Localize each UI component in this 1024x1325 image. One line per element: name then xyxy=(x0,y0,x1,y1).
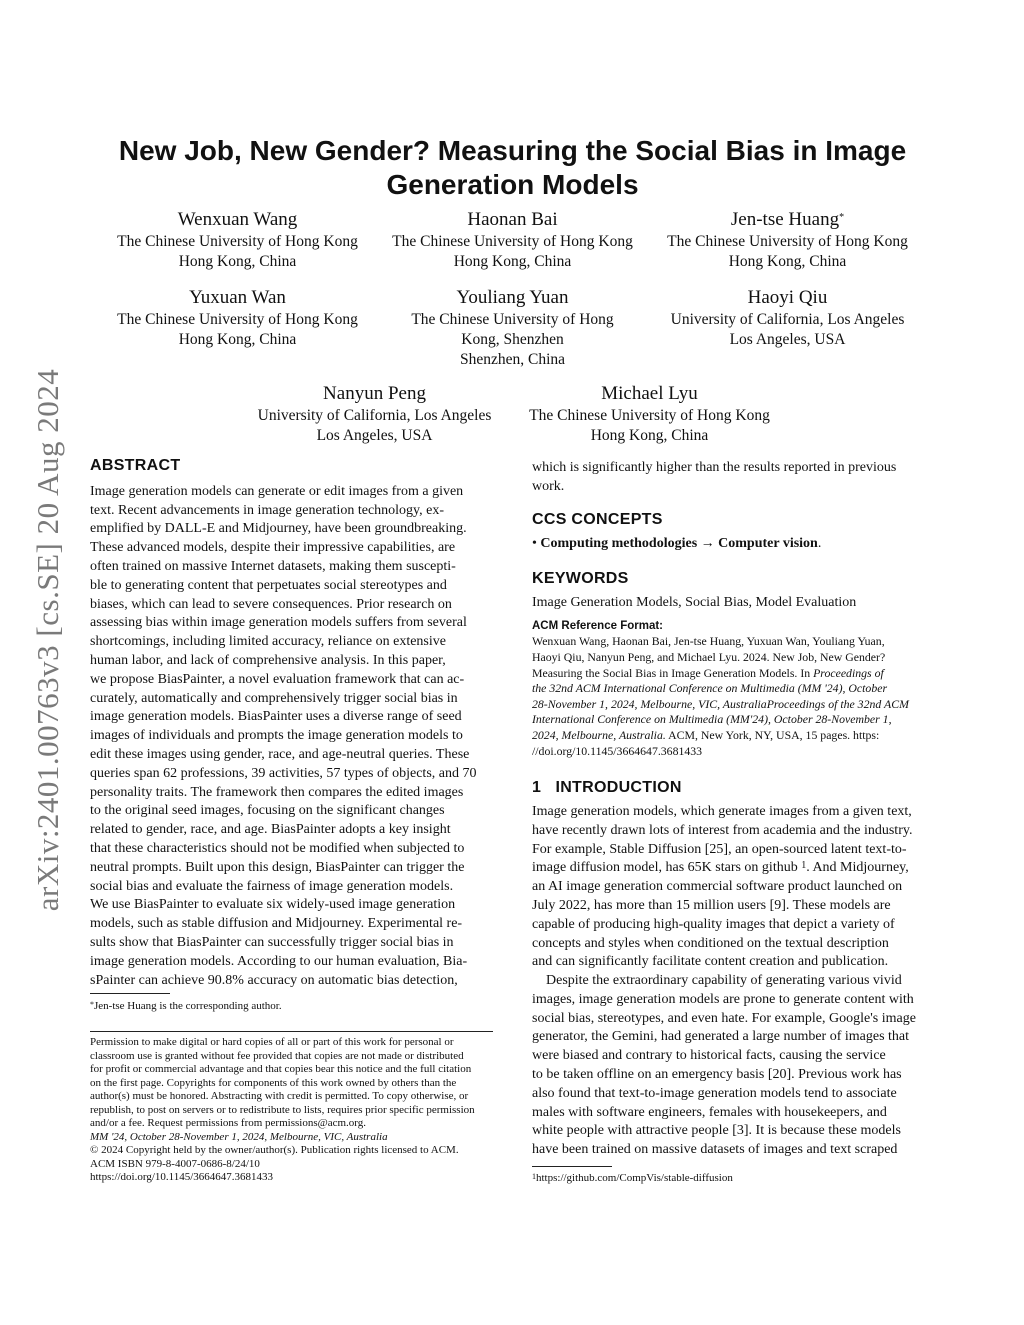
abstract-continuation: which is significantly higher than the results reported in previous xyxy=(532,460,897,475)
footnote-ref[interactable]: 1 xyxy=(801,860,807,872)
text-line: also found that text-to-image generation models tend to associate xyxy=(532,1085,897,1101)
footnote-rule xyxy=(90,993,170,994)
author-name: Haonan Bai xyxy=(467,209,558,230)
abstract-line: personality traits. The framework then compares the edited images xyxy=(90,784,464,800)
section-title: INTRODUCTION xyxy=(555,779,682,797)
abstract-line: sults show that BiasPainter can successfully trigger social bias in xyxy=(90,934,454,950)
abstract-line: we propose BiasPainter, a novel evaluation framework that can ac- xyxy=(90,671,465,687)
text-line: July 2022, has more than 15 million users [9]. These models are xyxy=(532,897,891,913)
author-block xyxy=(512,382,787,446)
abstract-line: Image generation models can generate or edit images from a given xyxy=(90,483,464,499)
abstract-line: neutral prompts. Built upon this design, BiasPainter can trigger the xyxy=(90,859,465,875)
abstract-body xyxy=(90,483,493,991)
abstract-line: text. Recent advancements in image generation technology, ex- xyxy=(90,502,445,518)
author-block xyxy=(237,382,512,446)
footnote-url[interactable]: https://github.com/CompVis/stable-diffusion xyxy=(536,1172,733,1184)
abstract-line: human labor, and lack of comprehensive analysis. In this paper, xyxy=(90,652,446,668)
author-affiliation-cont: Kong, Shenzhen xyxy=(461,331,564,348)
abstract-line: These advanced models, despite their impressive capabilities, are xyxy=(90,540,456,556)
author-location: Hong Kong, China xyxy=(728,253,847,270)
author-location: Shenzhen, China xyxy=(459,351,566,368)
abstract-line: queries span 62 professions, 39 activities, 57 types of objects, and 70 xyxy=(90,765,477,781)
abstract-line: models, such as stable diffusion and Midjourney. Experimental re- xyxy=(90,916,463,932)
text-line: social bias, stereotypes, and even hate. For example, Google's image xyxy=(532,1010,916,1026)
reference-line: Haoyi Qiu, Nanyun Peng, and Michael Lyu. 2024. New Job, New Gender? xyxy=(532,649,886,664)
author-block xyxy=(650,208,925,272)
title-line-2: Generation Models xyxy=(386,169,639,200)
ccs-heading: CCS CONCEPTS xyxy=(532,510,663,528)
text-line: For example, Stable Diffusion [25], an open-sourced latent text-to- xyxy=(532,841,907,857)
author-block xyxy=(375,286,650,370)
abstract-line: often trained on massive Internet datasets, making them suscepti- xyxy=(90,558,456,574)
abstract-continuation: work. xyxy=(532,478,565,494)
keywords-text: Image Generation Models, Social Bias, Model Evaluation xyxy=(532,594,857,610)
text-line: were biased and contrary to historical facts, causing the service xyxy=(532,1048,886,1064)
right-column xyxy=(532,459,935,1160)
text-line: generator, the Gemini, had generated a large number of images that xyxy=(532,1029,910,1045)
text-line: have been trained on massive datasets of images and text scraped xyxy=(532,1142,898,1158)
ccs-concept-1: Computing methodologies xyxy=(540,536,698,552)
author-name: Michael Lyu xyxy=(601,383,698,404)
section-number: 1 xyxy=(532,779,542,797)
author-block xyxy=(375,208,650,272)
author-name: Haoyi Qiu xyxy=(747,287,828,308)
abstract-line: We use BiasPainter to evaluate six widely-used image generation xyxy=(90,897,456,913)
ccs-concept-2: Computer vision xyxy=(718,536,818,552)
copyright-line: © 2024 Copyright held by the owner/author(s). Publication rights licensed to ACM. xyxy=(90,1144,459,1156)
acm-reference-heading: ACM Reference Format: xyxy=(532,619,663,632)
abstract-line: related to gender, race, and age. BiasPainter adopts a key insight xyxy=(90,822,451,838)
footnote-number: 1 xyxy=(532,1172,536,1181)
reference-line: 2024, Melbourne, Australia. ACM, New York, NY, USA, 15 pages. https: xyxy=(532,727,880,742)
footnote-1 xyxy=(532,1172,935,1186)
author-name: Youliang Yuan xyxy=(456,287,569,308)
permission-line: for profit or commercial advantage and that copies bear this notice and the full citation xyxy=(90,1063,472,1075)
author-name: Nanyun Peng xyxy=(323,383,426,404)
abstract-line: ble to generating content that perpetuates social stereotypes and xyxy=(90,577,447,593)
reference-line: Wenxuan Wang, Haonan Bai, Jen-tse Huang, Yuxuan Wan, Youliang Yuan, xyxy=(532,634,885,649)
author-name: Wenxuan Wang xyxy=(177,209,298,230)
acm-reference xyxy=(532,619,935,759)
text-line: Despite the extraordinary capability of generating various vivid xyxy=(546,973,902,989)
permission-rule xyxy=(90,1031,493,1032)
reference-line: Measuring the Social Bias in Image Generation Models. In Proceedings of xyxy=(532,665,884,680)
permission-line: author(s) must be honored. Abstracting with credit is permitted. To copy otherwise, or xyxy=(90,1090,469,1102)
abstract-line: assessing bias within image generation models suffers from several xyxy=(90,615,467,631)
author-location: Hong Kong, China xyxy=(590,427,709,444)
permission-line: republish, to post on servers or to redistribute to lists, requires prior specific permission xyxy=(90,1103,475,1116)
author-affiliation: The Chinese University of Hong Kong xyxy=(117,311,358,328)
isbn-line: ACM ISBN 979-8-4007-0686-8/24/10 xyxy=(90,1157,260,1170)
author-affiliation: The Chinese University of Hong Kong xyxy=(667,233,908,250)
abstract-line: image generation models. According to our human evaluation, Bia- xyxy=(90,953,468,969)
author-block xyxy=(100,286,375,350)
abstract-line: to the original seed images, focusing on the significant changes xyxy=(90,803,445,819)
text-line: to be taken offline on an emergency basis [20]. Previous work has xyxy=(532,1067,902,1083)
text-line: males with software engineers, females with housekeepers, and xyxy=(532,1104,887,1120)
text-line: and can significantly facilitate content creation and publication. xyxy=(532,954,889,970)
author-location: Hong Kong, China xyxy=(453,253,572,270)
abstract-line: images of individuals and prompts the image generation models to xyxy=(90,728,463,744)
paper-title xyxy=(90,134,935,202)
author-block xyxy=(100,208,375,272)
abstract-line: emplified by DALL-E and Midjourney, have been groundbreaking. xyxy=(90,521,467,537)
reference-line: 28-November 1, 2024, Melbourne, VIC, AustraliaProceedings of the 32nd ACM xyxy=(532,696,909,711)
author-affiliation: The Chinese University of Hong xyxy=(411,311,614,328)
abstract-line: that these characteristics should not be modified when subjected to xyxy=(90,840,465,856)
author-name: Yuxuan Wan xyxy=(189,287,286,308)
footnote-text: Jen-tse Huang is the corresponding author. xyxy=(94,1000,282,1012)
text-line: images, image generation models are prone to generate content with xyxy=(532,991,914,1007)
text-line: image diffusion model, has 65K stars on github $^1$. And Midjourney, xyxy=(532,860,909,876)
author-affiliation: University of California, Los Angeles xyxy=(257,407,492,424)
author-location: Hong Kong, China xyxy=(178,331,297,348)
keywords-heading: KEYWORDS xyxy=(532,570,629,588)
abstract-line: curately, automatically and comprehensively trigger social bias in xyxy=(90,690,458,706)
ccs-bullet: • xyxy=(532,536,537,552)
permission-block xyxy=(90,1036,493,1185)
reference-line: the 32nd ACM International Conference on Multimedia (MM '24), October xyxy=(532,681,888,696)
permission-line: and/or a fee. Request permissions from permissions@acm.org. xyxy=(90,1117,367,1129)
abstract-line: image generation models. BiasPainter uses a diverse range of seed xyxy=(90,709,462,725)
author-location: Hong Kong, China xyxy=(178,253,297,270)
abstract-line: sPainter can achieve 90.8% accuracy on automatic bias detection, xyxy=(90,972,458,988)
author-footnote: *Jen-tse Huang is the corresponding author. xyxy=(90,1000,282,1012)
permission-line: Permission to make digital or hard copies of all or part of this work for personal or xyxy=(90,1036,454,1048)
intro-paragraph-1 xyxy=(532,803,935,972)
author-affiliation: The Chinese University of Hong Kong xyxy=(117,233,358,250)
permission-line: on the first page. Copyrights for components of this work owned by others than the xyxy=(90,1076,457,1089)
introduction-heading xyxy=(532,779,935,798)
author-affiliation: The Chinese University of Hong Kong xyxy=(392,233,633,250)
author-affiliation: The Chinese University of Hong Kong xyxy=(529,407,770,424)
ccs-concepts: • Computing methodologies → Computer vision. xyxy=(532,536,822,552)
author-affiliation: University of California, Los Angeles xyxy=(670,311,905,328)
text-line: an AI image generation commercial software product launched on xyxy=(532,879,903,895)
abstract-heading: ABSTRACT xyxy=(90,457,181,474)
text-line: concepts and styles when conditioned on the textual description xyxy=(532,935,889,951)
ccs-arrow: → xyxy=(700,536,715,552)
left-column xyxy=(90,457,493,990)
conference-line: MM '24, October 28-November 1, 2024, Melbourne, VIC, Australia xyxy=(90,1130,388,1143)
reference-line: International Conference on Multimedia (MM'24), October 28-November 1, xyxy=(532,712,892,727)
abstract-line: shortcomings, including limited accuracy, reliance on extensive xyxy=(90,634,446,650)
intro-paragraph-2 xyxy=(532,972,935,1160)
author-block xyxy=(650,286,925,350)
author-location: Los Angeles, USA xyxy=(729,331,846,348)
title-line-1: New Job, New Gender? Measuring the Social Bias in Image xyxy=(118,135,907,166)
author-name: Jen-tse Huang xyxy=(730,209,840,230)
text-line: capable of producing high-quality images that depict a variety of xyxy=(532,916,895,932)
corresponding-mark: * xyxy=(839,212,845,223)
permission-line: classroom use is granted without fee provided that copies are not made or distributed xyxy=(90,1049,464,1062)
reference-doi-link[interactable]: //doi.org/10.1145/3664647.3681433 xyxy=(532,743,703,758)
author-location: Los Angeles, USA xyxy=(316,427,433,444)
abstract-line: biases, which can lead to severe consequences. Prior research on xyxy=(90,596,452,612)
abstract-line: edit these images using gender, race, and age-neutral queries. These xyxy=(90,746,470,762)
footnote-rule xyxy=(532,1166,612,1167)
text-line: white people with attractive people [3]. It is because these models xyxy=(532,1123,901,1139)
text-line: Image generation models, which generate images from a given text, xyxy=(532,803,912,819)
abstract-line: social bias and evaluate the fairness of image generation models. xyxy=(90,878,454,894)
doi-link[interactable]: https://doi.org/10.1145/3664647.3681433 xyxy=(90,1171,274,1183)
text-line: have recently drawn lots of interest from academia and the industry. xyxy=(532,822,913,838)
arxiv-id: arXiv:2401.00763v3 [cs.SE] 20 Aug 2024 xyxy=(30,368,65,912)
